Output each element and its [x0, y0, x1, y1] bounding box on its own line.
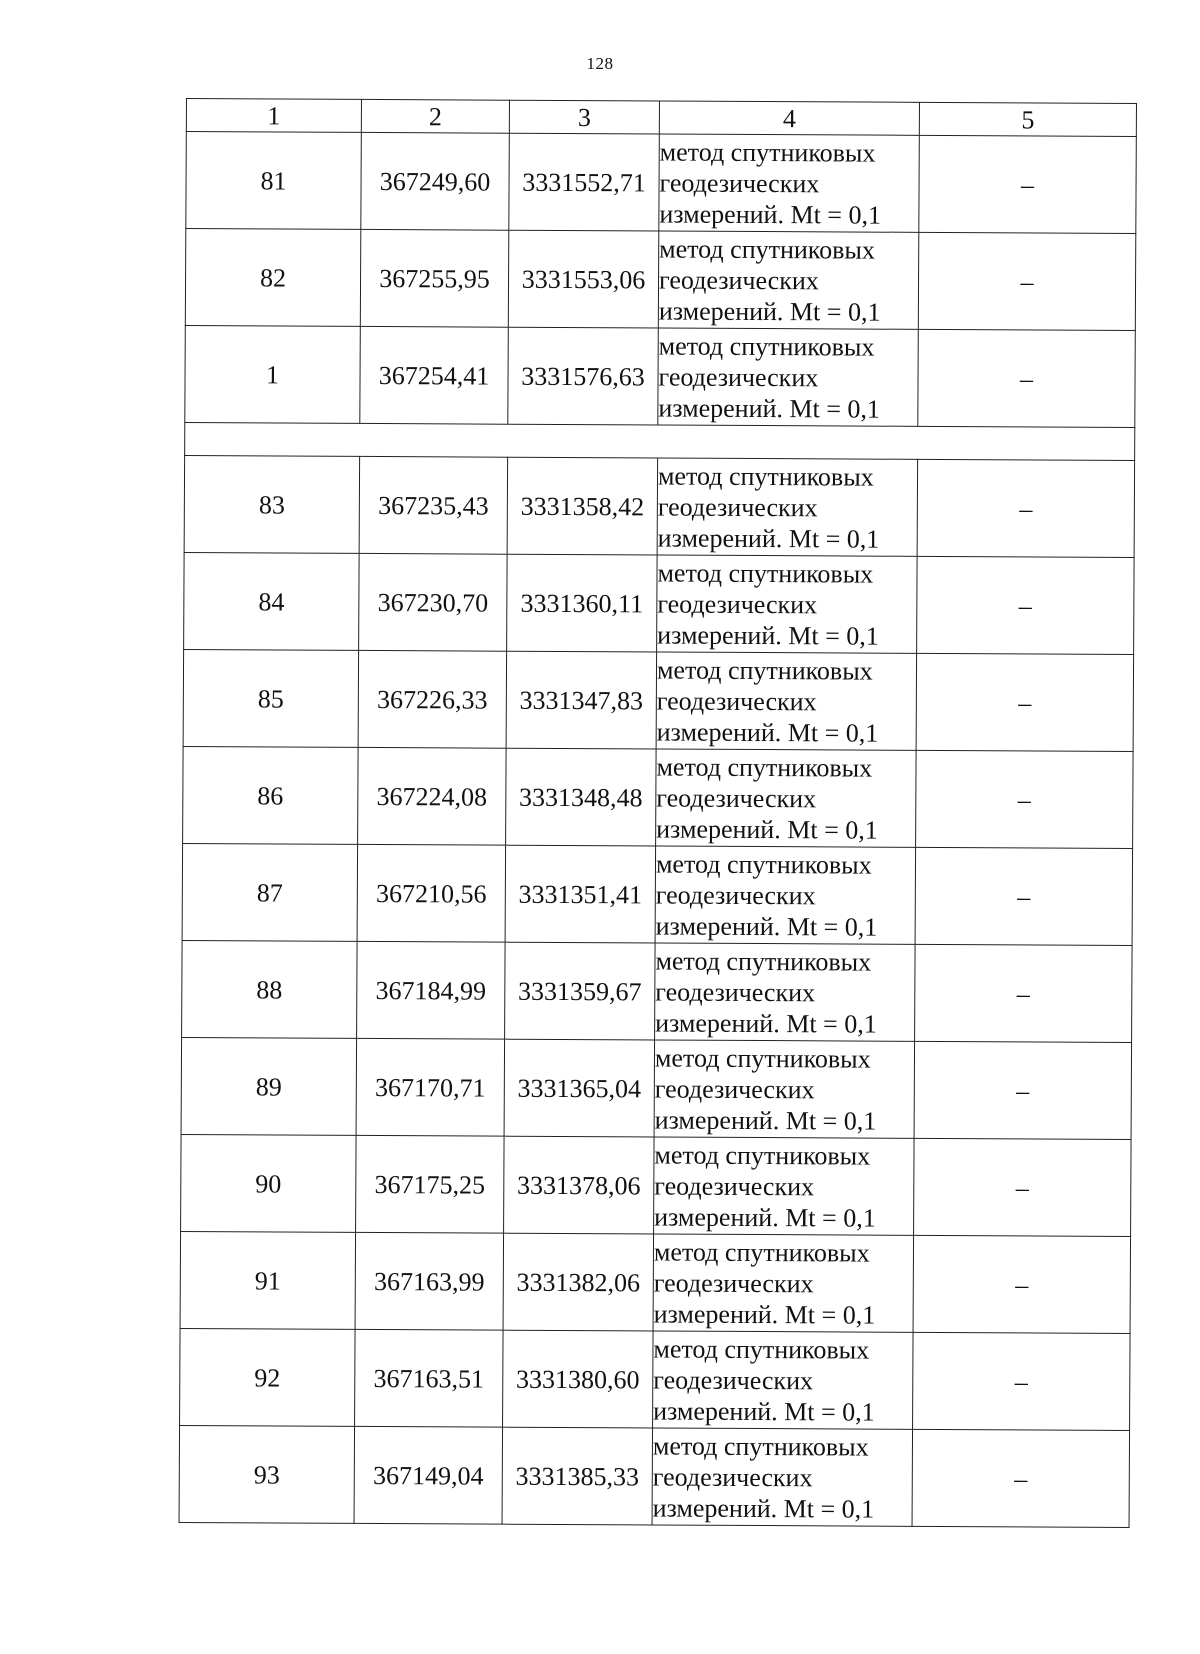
method-text-line: геодезических	[655, 879, 816, 910]
x-coordinate-cell: 367230,70	[359, 553, 508, 651]
method-cell	[654, 1137, 915, 1235]
table-row	[184, 455, 1134, 557]
method-text-line: метод спутниковых	[656, 654, 873, 686]
y-coordinate-cell: 3331348,48	[506, 748, 657, 846]
point-number-cell: 90	[181, 1134, 357, 1232]
method-text-line: измерений. Mt = 0,1	[656, 716, 879, 748]
method-text-line: геодезических	[656, 685, 817, 716]
x-coordinate-cell: 367210,56	[357, 844, 506, 942]
method-cell	[652, 1428, 913, 1526]
x-coordinate-cell: 367163,99	[355, 1232, 504, 1330]
method-cell	[657, 458, 918, 556]
note-cell: –	[916, 653, 1134, 751]
table-row	[180, 1328, 1130, 1430]
y-coordinate-cell: 3331351,41	[505, 845, 656, 943]
x-coordinate-cell: 367226,33	[358, 650, 507, 748]
method-text-line: метод спутниковых	[655, 848, 872, 880]
note-cell: –	[912, 1429, 1130, 1527]
document-sheet	[179, 98, 1136, 1528]
x-coordinate-cell: 367224,08	[358, 747, 507, 845]
note-cell: –	[918, 329, 1136, 427]
method-text-line: метод спутниковых	[658, 330, 875, 362]
column-header: 2	[361, 99, 509, 133]
method-text-line: измерений. Mt = 0,1	[654, 1104, 877, 1136]
method-text-line: метод спутниковых	[654, 1042, 871, 1074]
method-text-line: метод спутниковых	[656, 751, 873, 783]
x-coordinate-cell: 367175,25	[356, 1135, 505, 1233]
method-text-line: метод спутниковых	[657, 557, 874, 589]
page-number: 128	[586, 54, 614, 73]
column-header: 3	[509, 100, 659, 134]
method-text-line: метод спутниковых	[653, 1333, 870, 1365]
method-text-line: измерений. Mt = 0,1	[654, 1201, 876, 1233]
method-text-line: метод спутниковых	[657, 460, 874, 492]
method-text-line: геодезических	[657, 491, 818, 522]
column-header: 5	[919, 102, 1136, 136]
table-row	[179, 1425, 1129, 1527]
x-coordinate-cell: 367163,51	[355, 1329, 504, 1427]
method-text-line: геодезических	[658, 361, 819, 392]
point-number-cell: 82	[185, 229, 361, 327]
note-cell: –	[919, 135, 1137, 233]
method-cell	[658, 328, 919, 426]
method-text-line: геодезических	[655, 976, 816, 1007]
point-number-cell: 93	[179, 1425, 355, 1523]
column-header: 4	[659, 101, 919, 135]
method-text-line: геодезических	[654, 1170, 815, 1201]
separator-cell	[185, 422, 1135, 460]
method-text-line: метод спутниковых	[654, 1139, 871, 1171]
point-number-cell: 84	[184, 552, 360, 650]
note-cell: –	[914, 1138, 1132, 1236]
note-cell: –	[917, 459, 1135, 557]
method-text-line: измерений. Mt = 0,1	[658, 392, 881, 424]
method-cell	[655, 846, 916, 944]
x-coordinate-cell: 367235,43	[359, 456, 508, 554]
table-row	[185, 229, 1135, 331]
y-coordinate-cell: 3331360,11	[507, 554, 658, 652]
coordinates-table	[179, 98, 1137, 1528]
y-coordinate-cell: 3331359,67	[505, 942, 656, 1040]
y-coordinate-cell: 3331576,63	[508, 327, 659, 425]
y-coordinate-cell: 3331378,06	[504, 1136, 655, 1234]
y-coordinate-cell: 3331385,33	[502, 1427, 653, 1525]
method-cell	[654, 1040, 915, 1138]
method-text-line: измерений. Mt = 0,1	[656, 813, 878, 845]
y-coordinate-cell: 3331553,06	[508, 230, 659, 328]
method-text-line: измерений. Mt = 0,1	[658, 295, 881, 327]
point-number-cell: 91	[180, 1231, 356, 1329]
method-text-line: измерений. Mt = 0,1	[653, 1395, 875, 1427]
column-header: 1	[186, 99, 361, 133]
table-row	[183, 746, 1133, 848]
point-number-cell: 92	[180, 1328, 356, 1426]
point-number-cell: 85	[183, 649, 359, 747]
table-row	[186, 132, 1136, 234]
method-text-line: геодезических	[659, 167, 820, 198]
y-coordinate-cell: 3331380,60	[503, 1330, 654, 1428]
point-number-cell: 86	[183, 746, 359, 844]
table-row	[182, 843, 1132, 945]
table-row	[185, 325, 1135, 427]
point-number-cell: 89	[181, 1037, 357, 1135]
method-text-line: геодезических	[657, 588, 818, 619]
point-number-cell: 1	[185, 325, 361, 423]
method-text-line: измерений. Mt = 0,1	[655, 1007, 877, 1039]
table-row	[181, 1037, 1131, 1139]
note-cell: –	[914, 1041, 1132, 1139]
note-cell: –	[913, 1332, 1131, 1430]
method-text-line: метод спутниковых	[652, 1430, 869, 1462]
method-text-line: метод спутниковых	[655, 945, 872, 977]
point-number-cell: 81	[186, 132, 362, 230]
method-cell	[655, 943, 916, 1041]
method-text-line: геодезических	[658, 264, 819, 295]
method-text-line: измерений. Mt = 0,1	[655, 910, 878, 942]
method-cell	[653, 1234, 914, 1332]
method-text-line: измерений. Mt = 0,1	[659, 198, 882, 230]
method-text-line: измерений. Mt = 0,1	[652, 1492, 875, 1524]
method-cell	[656, 652, 917, 750]
point-number-cell: 87	[182, 843, 358, 941]
method-text-line: геодезических	[653, 1267, 814, 1298]
point-number-cell: 88	[182, 940, 358, 1038]
table-row	[180, 1231, 1130, 1333]
method-text-line: геодезических	[656, 782, 817, 813]
x-coordinate-cell: 367249,60	[361, 132, 510, 230]
table-row	[182, 940, 1132, 1042]
method-text-line: метод спутниковых	[659, 233, 875, 265]
y-coordinate-cell: 3331365,04	[504, 1039, 655, 1137]
note-cell: –	[915, 847, 1133, 945]
table-row	[181, 1134, 1131, 1236]
method-cell	[657, 555, 918, 653]
method-text-line: геодезических	[652, 1461, 813, 1492]
method-cell	[656, 749, 917, 847]
x-coordinate-cell: 367149,04	[354, 1426, 503, 1524]
y-coordinate-cell: 3331347,83	[506, 651, 657, 749]
x-coordinate-cell: 367254,41	[360, 326, 509, 424]
method-text-line: измерений. Mt = 0,1	[653, 1298, 876, 1330]
note-cell: –	[913, 1235, 1131, 1333]
method-cell	[658, 231, 919, 329]
note-cell: –	[915, 944, 1133, 1042]
method-cell	[653, 1331, 914, 1429]
x-coordinate-cell: 367184,99	[357, 941, 506, 1039]
method-text-line: метод спутниковых	[653, 1236, 870, 1268]
table-header-row	[186, 99, 1136, 137]
method-text-line: геодезических	[654, 1073, 815, 1104]
note-cell: –	[917, 556, 1135, 654]
table-body	[179, 99, 1136, 1528]
y-coordinate-cell: 3331358,42	[507, 457, 658, 555]
x-coordinate-cell: 367170,71	[356, 1038, 505, 1136]
table-row	[183, 649, 1133, 751]
method-text-line: метод спутниковых	[659, 136, 876, 168]
separator-row	[185, 422, 1135, 460]
y-coordinate-cell: 3331382,06	[503, 1233, 654, 1331]
x-coordinate-cell: 367255,95	[360, 229, 509, 327]
method-text-line: измерений. Mt = 0,1	[657, 619, 879, 651]
note-cell: –	[918, 232, 1136, 330]
note-cell: –	[916, 750, 1134, 848]
y-coordinate-cell: 3331552,71	[509, 133, 660, 231]
method-cell	[659, 134, 920, 232]
method-text-line: геодезических	[653, 1364, 814, 1395]
table-row	[184, 552, 1134, 654]
point-number-cell: 83	[184, 455, 360, 553]
method-text-line: измерений. Mt = 0,1	[657, 522, 880, 554]
